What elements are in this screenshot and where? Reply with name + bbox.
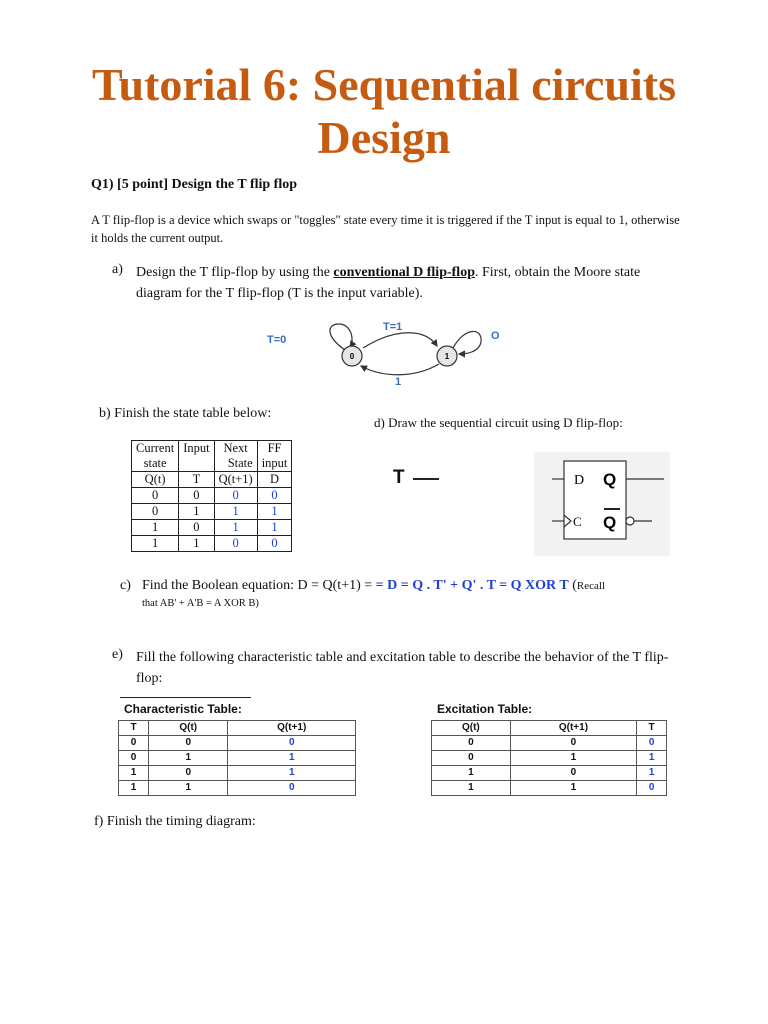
label-t0: T=0 [267, 334, 287, 346]
part-f-text: f) Finish the timing diagram: [94, 814, 256, 829]
c-pin-label: C [573, 514, 582, 529]
part-c-answer: = D = Q . T' + Q' . T = Q XOR T [375, 578, 569, 593]
st-h1-3: FF [257, 441, 292, 457]
part-c-question: Find the Boolean equation: D = Q(t+1) = [142, 578, 376, 593]
part-e-text: Fill the following characteristic table and excitation table to describe the behavior of the T flip-flop: [136, 650, 669, 686]
st-h2-1 [179, 456, 214, 472]
d-flip-flop-symbol [540, 455, 670, 547]
char-cell: 1 [149, 751, 228, 766]
state-diagram [255, 314, 515, 394]
exc-cell-answer: 1 [637, 751, 667, 766]
char-table-header [119, 721, 356, 736]
label-t1: T=1 [383, 321, 403, 333]
part-c-text [142, 578, 605, 594]
exc-cell: 1 [510, 781, 636, 796]
char-cell: 0 [119, 751, 149, 766]
exc-cell: 0 [432, 751, 511, 766]
char-cell: 1 [149, 781, 228, 796]
part-e-letter: e) [112, 647, 123, 662]
label-o: O [491, 330, 500, 342]
st-h1-1: Input [179, 441, 214, 457]
st-cell-answer: 0 [257, 488, 292, 504]
table-row [432, 736, 667, 751]
st-h1-0: Current [132, 441, 179, 457]
excitation-table [431, 720, 667, 796]
label-1: 1 [395, 376, 402, 388]
state-table-header-2 [132, 456, 292, 472]
exc-cell: 0 [432, 736, 511, 751]
table-row [132, 504, 292, 520]
st-h2-0: state [132, 456, 179, 472]
st-cell: 0 [132, 504, 179, 520]
table-row [119, 751, 356, 766]
st-cell-answer: 1 [214, 504, 257, 520]
part-a-text [136, 262, 676, 304]
st-cell: 1 [132, 536, 179, 552]
exc-cell: 0 [510, 766, 636, 781]
part-a-before: Design the T flip-flop by using the [136, 265, 334, 280]
st-cell: 1 [179, 536, 214, 552]
part-b-text: b) Finish the state table below: [99, 406, 272, 421]
part-a-letter: a) [112, 262, 123, 277]
st-cell-answer: 0 [257, 536, 292, 552]
t-input-label: T [393, 467, 405, 488]
exc-cell-answer: 0 [637, 781, 667, 796]
st-h1-2: Next [214, 441, 257, 457]
state-1-label: 1 [444, 352, 450, 361]
state-table [131, 440, 292, 552]
q-pin-label: Q [603, 470, 617, 489]
char-cell: 1 [119, 781, 149, 796]
exc-header-qt1: Q(t+1) [510, 721, 636, 736]
table-row [432, 766, 667, 781]
st-cell: 0 [179, 520, 214, 536]
table-row [432, 751, 667, 766]
transition-1-to-0 [361, 364, 439, 375]
st-cell-answer: 1 [214, 520, 257, 536]
st-cell-answer: 0 [214, 536, 257, 552]
st-h3-3: D [257, 472, 292, 488]
char-cell: 0 [149, 766, 228, 781]
st-cell-answer: 1 [257, 504, 292, 520]
st-cell-answer: 1 [257, 520, 292, 536]
exc-header-qt: Q(t) [432, 721, 511, 736]
part-a-emphasis: conventional D flip-flop [333, 265, 475, 280]
st-h3-1: T [179, 472, 214, 488]
char-cell: 0 [149, 736, 228, 751]
exc-cell-answer: 1 [637, 766, 667, 781]
t-input-wire [413, 478, 439, 480]
part-d-text: d) Draw the sequential circuit using D flip-flop: [374, 415, 623, 430]
char-cell-answer: 1 [228, 766, 356, 781]
exc-cell: 0 [510, 736, 636, 751]
table-row [132, 488, 292, 504]
exc-cell: 1 [432, 766, 511, 781]
part-c-recall-rest: that AB' + A'B = A XOR B) [142, 598, 259, 609]
st-cell: 0 [179, 488, 214, 504]
state-0-label: 0 [349, 352, 355, 361]
char-header-qt: Q(t) [149, 721, 228, 736]
table-row [132, 536, 292, 552]
table-row [119, 736, 356, 751]
part-c-recall-open: ( [568, 578, 577, 593]
st-h2-3: input [257, 456, 292, 472]
table-row [132, 520, 292, 536]
char-header-qt1: Q(t+1) [228, 721, 356, 736]
table-row [432, 781, 667, 796]
char-cell-answer: 1 [228, 751, 356, 766]
char-cell-answer: 0 [228, 781, 356, 796]
part-c-letter: c) [120, 578, 131, 593]
part-c-recall-word: Recall [576, 580, 606, 592]
qbar-bubble [626, 517, 634, 525]
char-table-title: Characteristic Table: [124, 702, 242, 716]
char-header-t: T [119, 721, 149, 736]
question-heading: Q1) [5 point] Design the T flip flop [91, 177, 298, 192]
st-cell-answer: 0 [214, 488, 257, 504]
state-table-header-1 [132, 441, 292, 457]
page-title-line2: Design [317, 112, 451, 163]
part-a-after: . First, obtain the Moore state diagram for the T flip-flop (T is the input variable). [136, 265, 641, 301]
char-table-rule [120, 697, 251, 698]
st-cell: 0 [132, 488, 179, 504]
d-pin-label: D [574, 473, 585, 488]
page-title: Tutorial 6: Sequential circuits [92, 59, 676, 110]
intro-paragraph: A T flip-flop is a device which swaps or "toggles" state every time it is triggered if the T input is equal to 1, otherwise it holds the current output. [91, 213, 680, 245]
exc-cell-answer: 0 [637, 736, 667, 751]
transition-0-to-1 [363, 333, 437, 348]
exc-cell: 1 [510, 751, 636, 766]
char-cell: 1 [119, 766, 149, 781]
st-cell: 1 [132, 520, 179, 536]
char-cell: 0 [119, 736, 149, 751]
table-row [119, 766, 356, 781]
st-h2-2: State [214, 456, 257, 472]
st-h3-0: Q(t) [132, 472, 179, 488]
excitation-table-title: Excitation Table: [437, 702, 533, 716]
exc-table-header [432, 721, 667, 736]
char-cell-answer: 0 [228, 736, 356, 751]
characteristic-table [118, 720, 356, 796]
st-cell: 1 [179, 504, 214, 520]
state-table-header-3 [132, 472, 292, 488]
self-loop-1 [453, 331, 481, 354]
st-h3-2: Q(t+1) [214, 472, 257, 488]
table-row [119, 781, 356, 796]
exc-header-t: T [637, 721, 667, 736]
exc-cell: 1 [432, 781, 511, 796]
qbar-pin-label: Q [603, 513, 617, 532]
